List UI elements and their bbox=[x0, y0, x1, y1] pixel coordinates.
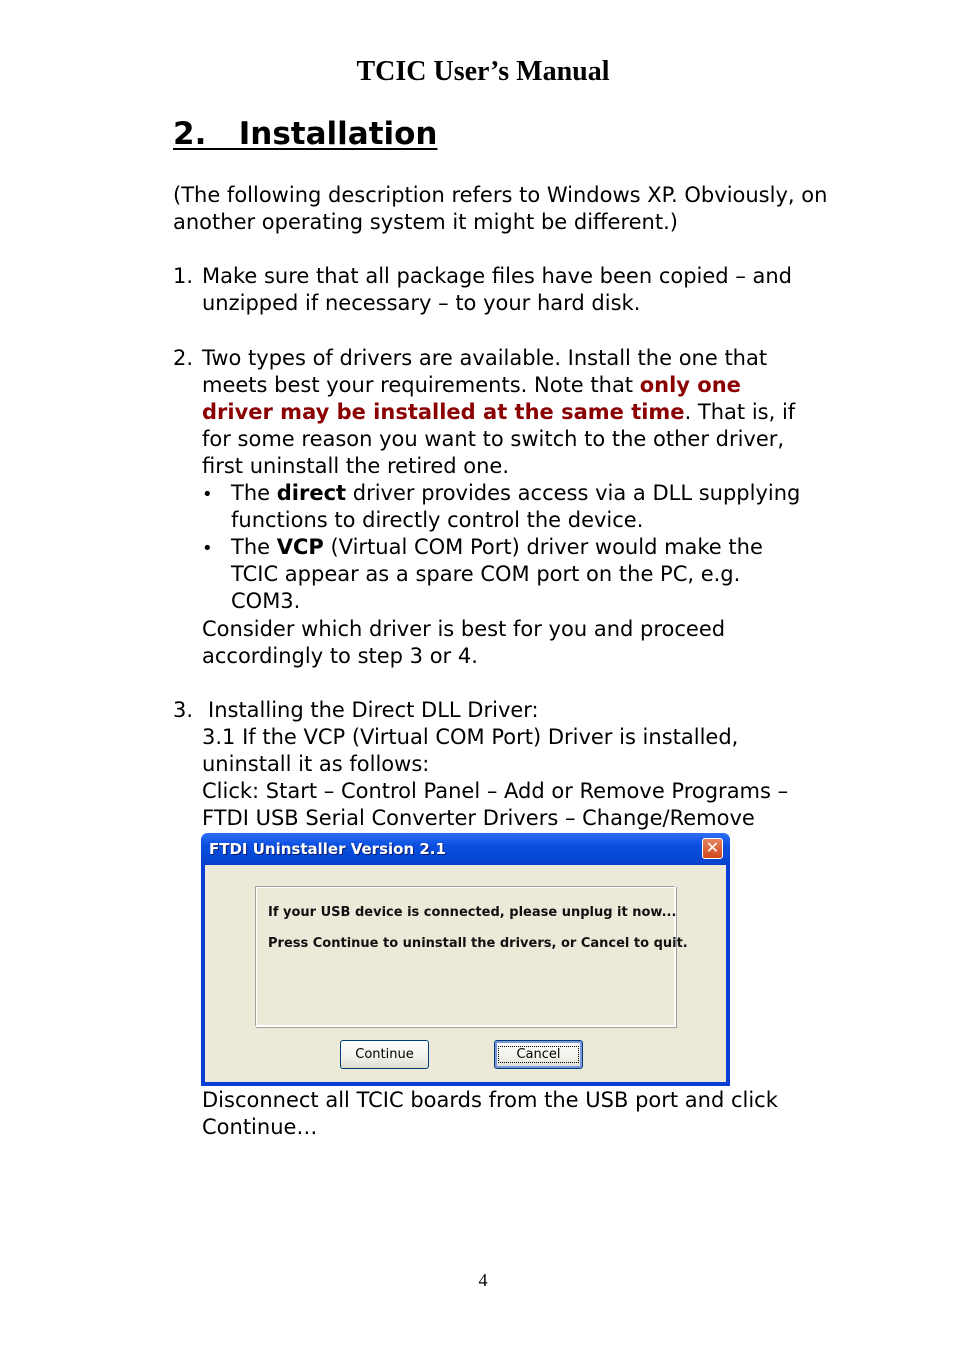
ftdi-uninstaller-dialog bbox=[201, 833, 730, 1086]
dialog-client-area bbox=[205, 865, 726, 1082]
step-2-line-3-text: . That is, if bbox=[684, 400, 796, 424]
consider-line-2: accordingly to step 3 or 4. bbox=[202, 644, 478, 668]
consider-line-1: Consider which driver is best for you and proceed bbox=[202, 617, 726, 641]
dialog-titlebar[interactable] bbox=[201, 833, 730, 865]
after-dialog-line-1: Disconnect all TCIC boards from the USB port and click bbox=[202, 1088, 778, 1112]
intro-line-1: (The following description refers to Windows XP. Obviously, on bbox=[173, 183, 828, 207]
bullet-2-line-2: TCIC appear as a spare COM port on the PC, e.g. bbox=[231, 562, 741, 586]
dialog-message-2: Press Continue to uninstall the drivers, or Cancel to quit. bbox=[268, 936, 688, 951]
step-2-number: 2. bbox=[173, 346, 194, 370]
step-2-line-3 bbox=[202, 399, 795, 426]
step-3-line-1: 3.1 If the VCP (Virtual COM Port) Driver is installed, bbox=[202, 725, 739, 749]
step-2-line-4: for some reason you want to switch to the other driver, bbox=[202, 427, 785, 451]
dialog-title: FTDI Uninstaller Version 2.1 bbox=[209, 840, 446, 858]
step-2-line-2 bbox=[202, 372, 741, 399]
bullet-1-bold: direct bbox=[276, 481, 347, 505]
section-title: 2. Installation bbox=[173, 116, 438, 152]
after-dialog-line-2: Continue… bbox=[202, 1115, 318, 1139]
step-3-title: Installing the Direct DLL Driver: bbox=[208, 698, 539, 722]
cancel-button[interactable] bbox=[494, 1040, 583, 1069]
step-2-line-2-text: meets best your requirements. Note that bbox=[202, 373, 640, 397]
close-icon[interactable]: ✕ bbox=[702, 838, 723, 859]
bullet-dot-icon: • bbox=[202, 484, 213, 505]
step-3-line-2: uninstall it as follows: bbox=[202, 752, 430, 776]
bullet-2-line-3: COM3. bbox=[231, 589, 301, 613]
bullet-1-pre: The bbox=[231, 481, 277, 505]
dialog-message-1: If your USB device is connected, please unplug it now... bbox=[268, 905, 677, 920]
bullet-dot-icon: • bbox=[202, 538, 213, 559]
message-panel bbox=[255, 886, 688, 1027]
bullet-1-post: driver provides access via a DLL supplying bbox=[346, 481, 801, 505]
bullet-2-pre: The bbox=[231, 535, 277, 559]
emphasis-only-one: only one bbox=[639, 373, 741, 397]
bullet-2-bold: VCP bbox=[276, 535, 324, 559]
bullet-2-post: (Virtual COM Port) driver would make the bbox=[323, 535, 763, 559]
step-2-line-1: Two types of drivers are available. Install the one that bbox=[202, 346, 768, 370]
running-header: TCIC User’s Manual bbox=[356, 56, 610, 87]
step-2-line-5: first uninstall the retired one. bbox=[202, 454, 510, 478]
step-3-line-3: Click: Start – Control Panel – Add or Remove Programs – bbox=[202, 779, 789, 803]
step-3-line-4: FTDI USB Serial Converter Drivers – Change/Remove bbox=[202, 806, 755, 830]
page-number: 4 bbox=[478, 1270, 488, 1290]
step-1-line-2: unzipped if necessary – to your hard disk. bbox=[202, 291, 641, 315]
step-1-line-1: Make sure that all package files have been copied – and bbox=[202, 264, 792, 288]
step-1-number: 1. bbox=[173, 264, 194, 288]
bullet-2-line-1 bbox=[231, 534, 763, 561]
cancel-button-label: Cancel bbox=[498, 1046, 578, 1063]
continue-button[interactable]: Continue bbox=[340, 1040, 429, 1069]
emphasis-driver-installed: driver may be installed at the same time bbox=[202, 400, 685, 424]
step-3-number: 3. bbox=[173, 698, 194, 722]
intro-line-2: another operating system it might be different.) bbox=[173, 210, 678, 234]
bullet-1-line-2: functions to directly control the device. bbox=[231, 508, 644, 532]
bullet-1-line-1 bbox=[231, 480, 800, 507]
